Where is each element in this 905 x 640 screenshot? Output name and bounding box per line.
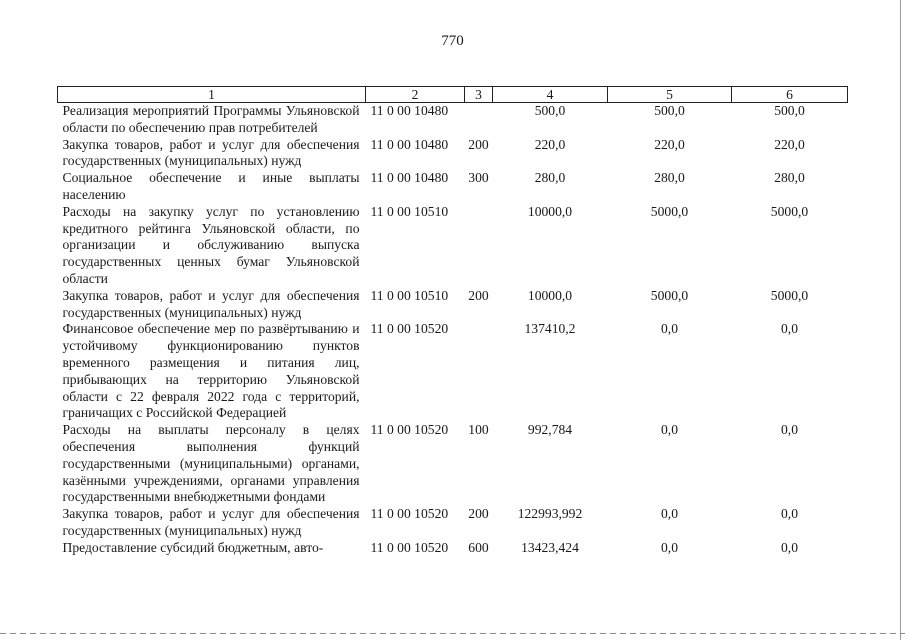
row-value-5: 500,0 [654, 103, 685, 118]
row-vr: 300 [468, 170, 489, 186]
row-value-4: 122993,992 [517, 506, 583, 522]
header-col-1: 1 [58, 87, 366, 103]
row-value-6: 220,0 [774, 136, 805, 152]
row-value-4: 13423,424 [521, 539, 579, 555]
table-row [58, 540, 848, 557]
row-value-4: 992,784 [527, 422, 573, 438]
table-row [58, 103, 848, 137]
table-row [58, 422, 848, 506]
row-code: 11 0 00 10480 [370, 103, 449, 118]
row-vr: 600 [468, 539, 489, 555]
scan-edge-right [900, 0, 901, 640]
header-col-6: 6 [732, 87, 848, 103]
row-name: Реализация мероприятий Программы Ульяновской области по обеспечению прав потребителей [62, 103, 360, 135]
row-value-6: 500,0 [774, 103, 805, 118]
row-name: Закупка товаров, работ и услуг для обеспечения государственных (муниципальных) нужд [62, 136, 360, 169]
row-name: Расходы на закупку услуг по установлению кредитного рейтинга Ульяновской области, по организации и обслуживанию выпуска государственных ценных бумаг Ульяновской области [62, 203, 360, 286]
row-name: Социальное обеспечение и иные выплаты населению [62, 170, 360, 202]
row-code: 11 0 00 10520 [370, 422, 449, 438]
header-col-2: 2 [366, 87, 465, 103]
row-code: 11 0 00 10480 [370, 170, 449, 186]
row-value-5: 0,0 [661, 422, 678, 438]
row-value-6: 0,0 [781, 321, 798, 337]
table-row [58, 288, 848, 322]
row-vr: 100 [468, 422, 489, 438]
table-row [58, 204, 848, 288]
row-value-6: 5000,0 [770, 287, 809, 303]
row-name: Закупка товаров, работ и услуг для обеспечения государственных (муниципальных) нужд [62, 506, 360, 538]
row-value-6: 0,0 [781, 422, 798, 438]
header-col-4: 4 [493, 87, 608, 103]
row-value-5: 0,0 [661, 321, 678, 337]
row-name: Закупка товаров, работ и услуг для обеспечения государственных (муниципальных) нужд [62, 287, 360, 320]
row-code: 11 0 00 10480 [370, 136, 449, 152]
row-value-4: 220,0 [534, 136, 566, 152]
row-vr: 200 [468, 506, 489, 522]
row-value-5: 5000,0 [650, 203, 689, 219]
row-value-4: 280,0 [534, 170, 566, 186]
row-value-5: 5000,0 [650, 287, 689, 303]
row-value-5: 0,0 [661, 539, 678, 555]
page-number: 770 [441, 33, 464, 49]
header-col-3: 3 [465, 87, 493, 103]
row-value-5: 220,0 [654, 136, 685, 152]
row-value-6: 0,0 [781, 506, 798, 522]
row-value-6: 0,0 [781, 539, 798, 555]
table-row [58, 506, 848, 540]
row-value-5: 280,0 [654, 170, 685, 186]
row-name: Финансовое обеспечение мер по развёртыванию и устойчивому функционированию пунктов временного размещения и питания лиц, прибывающих на территорию Ульяновской области с 22 февраля 2022 года с территорий, граничащих с Российской Федерацией [62, 321, 360, 421]
row-vr: 200 [468, 287, 489, 303]
row-value-4: 10000,0 [527, 287, 573, 303]
row-code: 11 0 00 10510 [370, 287, 449, 303]
row-vr [465, 321, 493, 422]
table-row [58, 321, 848, 422]
row-vr [465, 103, 493, 137]
header-row [58, 87, 848, 103]
row-name: Предоставление субсидий бюджетным, авто- [62, 539, 324, 555]
table-row [58, 170, 848, 204]
row-code: 11 0 00 10520 [370, 506, 449, 522]
row-vr: 200 [468, 136, 489, 152]
row-code: 11 0 00 10520 [370, 321, 449, 337]
row-vr [465, 204, 493, 288]
row-value-6: 280,0 [774, 170, 805, 186]
table-row [58, 137, 848, 171]
row-code: 11 0 00 10510 [370, 203, 449, 219]
row-code: 11 0 00 10520 [370, 539, 449, 555]
row-value-5: 0,0 [661, 506, 678, 522]
row-value-4: 500,0 [534, 103, 566, 118]
row-value-6: 5000,0 [770, 203, 809, 219]
row-value-4: 137410,2 [524, 321, 576, 337]
budget-table [57, 86, 848, 557]
scan-edge-bottom [0, 633, 905, 634]
row-name: Расходы на выплаты персоналу в целях обеспечения выполнения функций государственными (муниципальными) органами, казёнными учреждениями, органами управления государственными внебюджетными фондами [62, 422, 360, 505]
header-col-5: 5 [608, 87, 732, 103]
row-value-4: 10000,0 [527, 203, 573, 219]
